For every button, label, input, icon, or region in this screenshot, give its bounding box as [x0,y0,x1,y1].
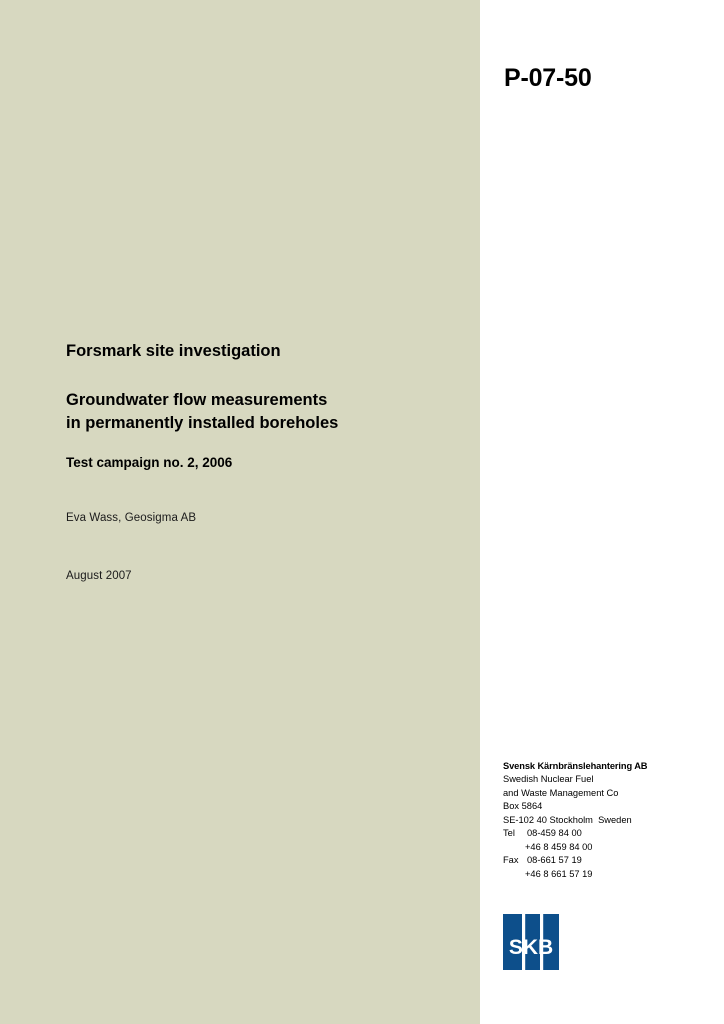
publisher-po-box: Box 5864 [503,801,543,812]
fax-national: 08-661 57 19 [527,855,582,866]
page-title [66,389,466,436]
publisher-name: Svensk Kärnbränslehantering AB [503,761,648,771]
telephone-national: 08-459 84 00 [527,828,582,839]
skb-logo-icon [503,914,559,970]
page-subtitle: Test campaign no. 2, 2006 [66,455,233,471]
report-number: P-07-50 [504,64,592,92]
telephone-label: Tel [503,828,515,839]
title-block [66,341,466,472]
fax-label: Fax [503,855,519,866]
publication-date: August 2007 [66,570,132,582]
page-title-line-2: in permanently installed boreholes [66,414,339,433]
fax-international: +46 8 661 57 19 [525,868,593,879]
publisher-telephone-row [503,827,713,840]
svg-text:SKB: SKB [508,936,554,959]
author-line: Eva Wass, Geosigma AB [66,512,197,524]
publisher-name-english-1: Swedish Nuclear Fuel [503,774,594,785]
page-title-line-1: Groundwater flow measurements [66,390,328,409]
publisher-address-block [503,760,713,881]
publisher-city: SE-102 40 Stockholm Sweden [503,814,632,825]
telephone-international: +46 8 459 84 00 [525,841,593,852]
site-investigation-heading: Forsmark site investigation [66,342,281,360]
publisher-fax-row [503,854,713,867]
publisher-name-english-2: and Waste Management Co [503,787,619,798]
